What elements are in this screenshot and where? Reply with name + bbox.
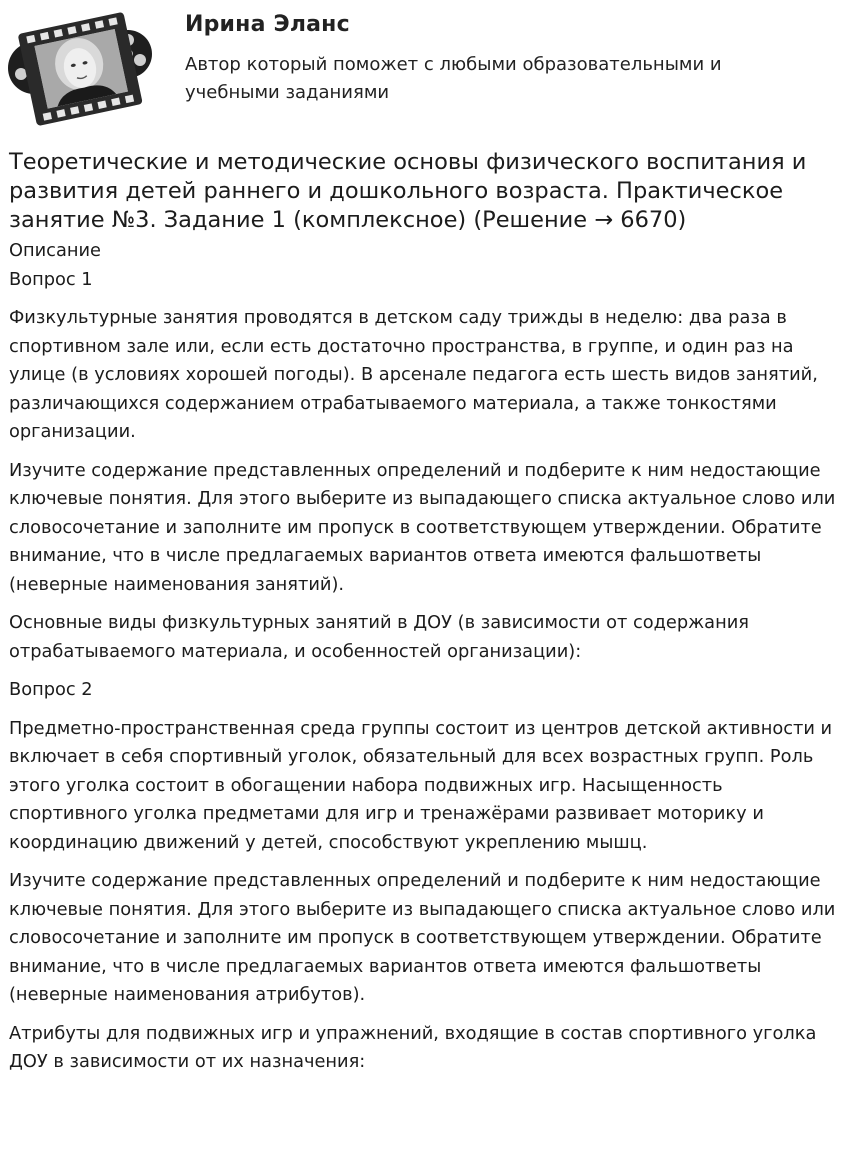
document-content [9, 148, 843, 1077]
author-avatar [6, 6, 154, 130]
q2-paragraph-task: Атрибуты для подвижных игр и упражнений, входящие в состав спортивного уголка ДОУ в зависимости от их назначения: [9, 1022, 817, 1072]
author-header [0, 0, 847, 135]
q1-paragraph-task: Основные виды физкультурных занятий в ДОУ (в зависимости от содержания отрабатываемого материала, и особенностей организации): [9, 612, 749, 662]
author-name: Ирина Эланс [185, 12, 350, 37]
description-label: Описание [9, 240, 101, 261]
q2-paragraph-instructions: Изучите содержание представленных определений и подберите к ним недостающие ключевые понятия. Для этого выберите из выпадающего списка актуальное слово или словосочетание и заполните им пропуск в соответствующем утверждении. Обратите внимание, что в числе предлагаемых вариантов ответа имеются фальшответы (неверные наименования атрибутов). [9, 870, 836, 1005]
author-description: Автор который поможет с любыми образовательными и учебными заданиями [185, 54, 722, 103]
question-1-label: Вопрос 1 [9, 268, 93, 290]
q1-paragraph-instructions: Изучите содержание представленных определений и подберите к ним недостающие ключевые понятия. Для этого выберите из выпадающего списка актуальное слово или словосочетание и заполните им пропуск в соответствующем утверждении. Обратите внимание, что в числе предлагаемых вариантов ответа имеются фальшответы (неверные наименования занятий). [9, 459, 836, 595]
q2-paragraph-intro: Предметно-пространственная среда группы состоит из центров детской активности и включает в себя спортивный уголок, обязательный для всех возрастных групп. Роль этого уголка состоит в обогащении набора подвижных игр. Насыщенность спортивного уголка предметами для игр и тренажёрами развивает моторику и координацию движений у детей, способствуют укреплению мышц. [9, 717, 833, 853]
document-title: Теоретические и методические основы физического воспитания и развития детей раннего и дошкольного возраста. Практическое занятие №3. Задание 1 (комплексное) (Решение → 6670) [9, 149, 807, 233]
question-2-label: Вопрос 2 [9, 679, 93, 700]
q1-paragraph-intro: Физкультурные занятия проводятся в детском саду трижды в неделю: два раза в спортивном зале или, если есть достаточно пространства, в группе, и один раз на улице (в условиях хорошей погоды). В арсенале педагога есть шесть видов занятий, различающихся содержанием отрабатываемого материала, а также тонкостями организации. [9, 307, 818, 442]
film-frame-avatar-image [6, 6, 154, 130]
